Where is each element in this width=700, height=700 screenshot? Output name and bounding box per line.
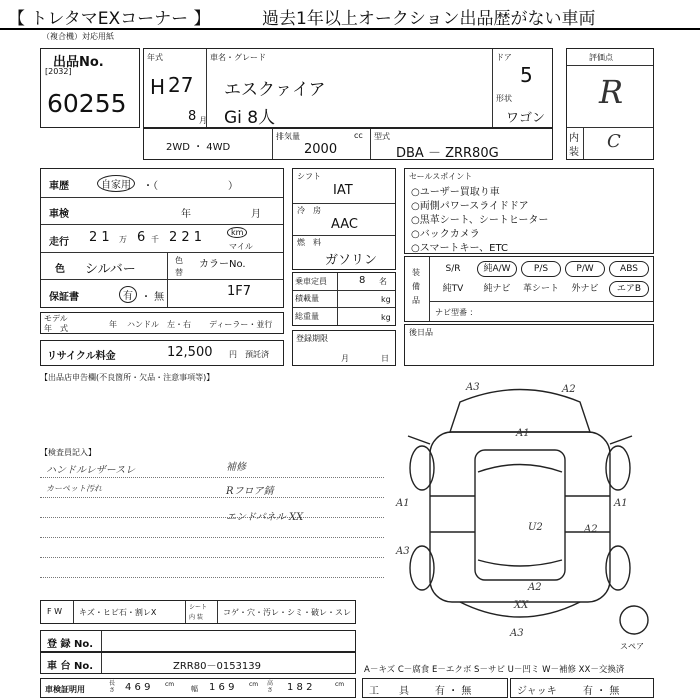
model-year-row	[40, 312, 284, 334]
damage-legend: A－キズ C－腐食 E－エクボ S－サビ U－凹ミ W－補修 XX－交換済	[364, 665, 625, 675]
shift-value: IAT	[333, 183, 353, 198]
equipment-option: S/R	[445, 264, 461, 274]
spec-row	[143, 128, 553, 160]
fw-text: キズ・ヒビ石・割レX	[79, 608, 157, 617]
year-month: 8	[188, 109, 197, 124]
mark-a3-front: A3	[466, 382, 480, 393]
selling-point-2: ○両側パワースライドドア	[411, 201, 529, 212]
mirror-left	[408, 436, 430, 444]
selling-point-4: ○バックカメラ	[411, 229, 480, 240]
mark-a1-hood: A1	[516, 428, 530, 439]
mark-a2-front: A2	[562, 384, 576, 395]
mileage-unit-mile: マイル	[229, 242, 253, 251]
cert-width-unit: cm	[249, 681, 259, 688]
model-grade: Gi 8人	[224, 108, 276, 128]
mileage-sen: 千	[151, 235, 159, 244]
inspector-note-right-1: 補修	[226, 462, 246, 473]
recycle-value: 12,500	[167, 345, 213, 360]
interior-label-1: 内	[569, 133, 579, 144]
jack-label: ジャッキ	[517, 686, 557, 697]
cert-width: 1 6 9	[209, 682, 235, 693]
header-note: （複合機）対応用紙	[42, 32, 114, 41]
equipment-label-2: 備	[412, 282, 420, 291]
after-delivery-label: 後日品	[409, 328, 433, 337]
color-label: 色	[55, 264, 65, 275]
equipment-box	[404, 256, 654, 322]
title-banner	[0, 0, 700, 30]
chassis-value: ZRR80－0153139	[173, 661, 262, 672]
type-label: 型式	[374, 132, 390, 141]
model-label: 車名・グレード	[210, 53, 266, 62]
warranty-yes: 有	[119, 286, 137, 303]
model-year-label-2: 年 式	[44, 324, 68, 333]
cert-height: 1 8 2	[287, 682, 313, 693]
model-year-dealer: ディーラー・並行	[209, 320, 273, 329]
mark-a1-left: A1	[396, 498, 410, 509]
equipment-label-3: 品	[412, 296, 420, 305]
fw-row	[40, 600, 356, 624]
year-value: 27	[168, 73, 194, 97]
mark-a1-right: A1	[614, 498, 628, 509]
inspector-note-left-2: カーペット汚れ	[46, 484, 102, 493]
inspector-note-left-1: ハンドルレザースレ	[46, 465, 136, 476]
model-year-handle: ハンドル 左・右	[127, 320, 191, 329]
mileage-digits-1: 2 1	[89, 230, 110, 245]
mileage-digits-3: 2 2 1	[169, 230, 203, 245]
selling-point-5: ○スマートキー、ETC	[411, 243, 508, 254]
score-box	[566, 48, 654, 160]
inspection-label: 車検	[49, 209, 69, 220]
lot-label: 出品No.	[53, 55, 104, 70]
type-value: DBA － ZRR80G	[396, 146, 499, 161]
history-rest: ・（ ）	[143, 181, 238, 192]
chassis-row	[40, 652, 356, 674]
cert-length-unit: cm	[165, 681, 175, 688]
tools-row	[362, 678, 508, 698]
equipment-option: エアB	[609, 281, 649, 297]
shape-value: ワゴン	[506, 111, 546, 126]
load-label: 積載量	[295, 294, 319, 303]
car-roof-outline	[450, 390, 590, 433]
chassis-label: 車 台 No.	[47, 661, 94, 672]
fuel-label: 燃 料	[297, 238, 321, 247]
cert-length: 4 6 9	[125, 682, 151, 693]
equipment-option: ABS	[609, 261, 649, 277]
reg-no-label: 登 録 No.	[47, 639, 94, 650]
mark-xx-rear: XX	[514, 600, 529, 611]
equipment-option: P/W	[565, 261, 605, 277]
cert-width-label: 幅	[191, 685, 198, 693]
equipment-label-1: 装	[412, 268, 420, 277]
registration-period-day: 日	[381, 354, 389, 363]
mechanical-box	[292, 168, 396, 270]
color-value: シルバー	[85, 262, 136, 277]
interior-label-2: 装	[569, 147, 579, 158]
cert-length-label: 長さ	[109, 680, 116, 694]
cert-height-label: 高さ	[267, 680, 274, 694]
after-delivery-box	[404, 324, 654, 366]
recycle-unit: 円	[229, 350, 237, 359]
interior-value: C	[607, 131, 621, 152]
tools-label: 工 具	[369, 686, 409, 697]
color-no-value: 1F7	[227, 284, 252, 299]
color-change-2: 替	[175, 268, 183, 277]
selling-points-label: セールスポイント	[409, 172, 473, 181]
seat-label-1: シート	[189, 604, 208, 611]
equipment-option: P/S	[521, 261, 561, 277]
tools-value: 有 ・ 無	[435, 686, 472, 697]
recycle-row	[40, 340, 284, 366]
equipment-option: 純ナビ	[483, 284, 511, 294]
model-year-label-1: モデル	[44, 314, 68, 323]
details-box	[40, 168, 284, 308]
vehicle-box	[143, 48, 553, 128]
inspector-note-right-2: Rフロア錆	[226, 486, 274, 497]
cert-label: 車検証明用	[45, 685, 85, 694]
lot-box	[40, 48, 140, 128]
navi-label: ナビ型番 ：	[435, 308, 478, 317]
history-value: 自家用	[97, 175, 135, 192]
car-body-outline	[430, 432, 610, 602]
banner-right: 過去1年以上オークション出品歴がない車両	[262, 9, 596, 29]
registration-period-month: 月	[341, 354, 349, 363]
selling-points-box	[404, 168, 654, 254]
inspection-year: 年	[181, 209, 191, 220]
mark-a3-left: A3	[396, 546, 410, 557]
spare-label: スペア	[620, 642, 644, 651]
shape-label: 形状	[496, 94, 512, 103]
equipment-option: 純TV	[442, 284, 464, 294]
reg-no-row	[40, 630, 356, 652]
equipment-option: 革シート	[522, 284, 559, 294]
seat-value: 8	[359, 275, 366, 286]
aircon-label: 冷 房	[297, 206, 321, 215]
jack-value: 有 ・ 無	[583, 686, 620, 697]
recycle-label: リサイクル料金	[47, 351, 116, 362]
weight-unit: kg	[381, 313, 391, 322]
registration-period-label: 登録期限	[296, 334, 328, 343]
year-label: 年式	[147, 53, 163, 62]
mark-u2: U2	[528, 522, 543, 533]
mark-a3-rear: A3	[510, 628, 524, 639]
seat-label: 乗車定員	[295, 277, 327, 286]
car-windshield	[478, 465, 562, 473]
year-month-unit: 月	[199, 116, 207, 125]
score-label: 評価点	[589, 53, 613, 62]
recycle-note: 預託済	[245, 350, 269, 359]
seat-unit: 名	[379, 277, 387, 286]
color-change-1: 色	[175, 256, 183, 265]
doors-value: 5	[520, 63, 533, 87]
color-no-label: カラーNo.	[199, 259, 246, 270]
drive-value: 2WD ・ 4WD	[166, 142, 231, 153]
jack-row	[510, 678, 654, 698]
mileage-man: 万	[119, 235, 127, 244]
load-unit: kg	[381, 295, 391, 304]
capacity-box	[292, 272, 396, 326]
fw-label: F W	[47, 607, 63, 616]
seller-notes-label: 【出品店申告欄(不良箇所・欠品・注意事項等)】	[40, 373, 215, 382]
cert-height-unit: cm	[335, 681, 345, 688]
aircon-value: AAC	[331, 217, 358, 232]
doors-label: ドア	[496, 53, 512, 62]
cert-row	[40, 678, 356, 698]
warranty-label: 保証書	[49, 292, 79, 303]
model-year-year: 年	[109, 320, 117, 329]
displacement-label: 排気量	[276, 132, 300, 141]
mileage-digit-2: 6	[137, 230, 146, 245]
lot-small-code: [2032]	[45, 67, 72, 76]
car-cabin-outline	[475, 450, 565, 580]
spare-tire	[620, 606, 648, 634]
mileage-unit-km: km	[227, 227, 247, 238]
inspector-label: 【検査員記入】	[40, 448, 96, 457]
equipment-option: 純A/W	[477, 261, 517, 277]
lot-number: 60255	[47, 89, 127, 118]
mileage-label: 走行	[49, 237, 69, 248]
fuel-value: ガソリン	[325, 253, 378, 268]
selling-point-1: ○ユーザー買取り車	[411, 187, 500, 198]
history-label: 車歴	[49, 181, 69, 192]
mirror-right	[610, 436, 632, 444]
banner-left: 【 トレタマEXコーナー 】	[8, 9, 211, 29]
seat-text: コゲ・穴・汚レ・シミ・破レ・スレ	[223, 608, 351, 617]
year-era: H	[150, 75, 166, 99]
car-damage-diagram	[390, 372, 654, 660]
inspector-area	[40, 458, 388, 580]
equipment-option: 外ナビ	[571, 284, 599, 294]
inspection-month: 月	[251, 209, 261, 220]
displacement-value: 2000	[304, 142, 338, 157]
car-rear-window	[478, 560, 562, 566]
model-name: エスクァイア	[224, 80, 326, 100]
shift-label: シフト	[297, 172, 321, 181]
inspector-note-right-3: エンドパネル XX	[226, 512, 304, 523]
selling-point-3: ○黒革シート、シートヒーター	[411, 215, 549, 226]
displacement-unit: cc	[354, 131, 363, 140]
warranty-no: ・ 無	[141, 292, 165, 303]
mark-a2-right: A2	[584, 524, 598, 535]
seat-label-2: 内 装	[189, 614, 203, 621]
score-value: R	[599, 73, 624, 111]
registration-period-box	[292, 330, 396, 366]
mark-a2-rear: A2	[528, 582, 542, 593]
weight-label: 総重量	[295, 312, 319, 321]
